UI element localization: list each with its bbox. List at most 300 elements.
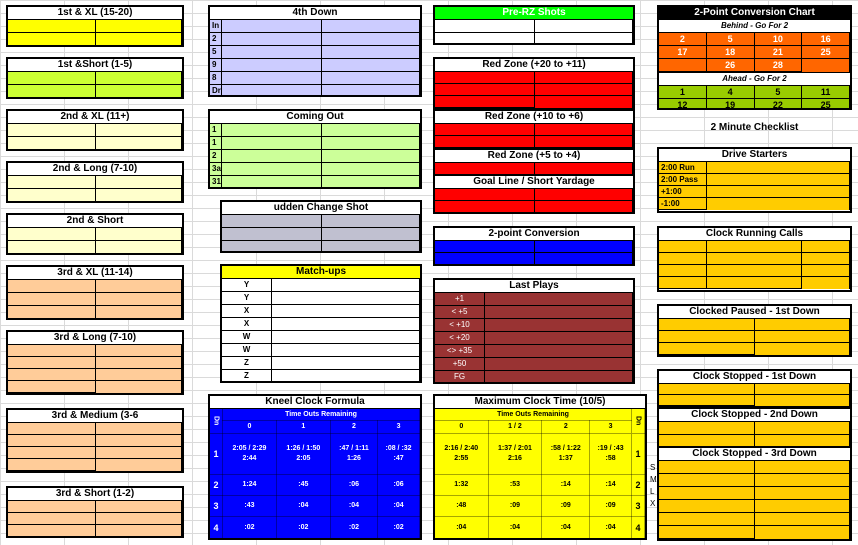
- clock-block-clocked-paused-1st-down-title: Clocked Paused - 1st Down: [659, 306, 850, 319]
- red-zone-block-1-title: Red Zone (+20 to +11): [435, 59, 633, 72]
- call-block-1st-short-1-5-cells: [8, 72, 182, 98]
- ahead-value: 22: [755, 99, 803, 110]
- call-cell[interactable]: [659, 474, 755, 487]
- clock-block-clock-stopped-3rd-down: [657, 446, 852, 541]
- call-cell[interactable]: [707, 162, 850, 174]
- time-outs-remaining-label: Time Outs Remaining: [223, 409, 420, 420]
- call-cell[interactable]: [435, 84, 535, 96]
- call-cell[interactable]: [659, 513, 755, 526]
- call-cell[interactable]: [322, 46, 420, 59]
- sudden-change-block-cells: [222, 215, 420, 253]
- clock-time-cell: 1:32: [435, 474, 488, 495]
- call-cell[interactable]: [707, 241, 802, 253]
- call-cell[interactable]: [659, 461, 755, 474]
- clock-block-clock-stopped-1st-down: [657, 369, 852, 408]
- call-cell[interactable]: [659, 422, 755, 435]
- row-label: +1: [435, 293, 485, 306]
- call-cell[interactable]: [8, 435, 96, 447]
- call-cell[interactable]: [659, 265, 707, 277]
- clock-time-cell: :58 / 1:22 1:37: [542, 433, 590, 474]
- call-cell[interactable]: [222, 215, 322, 228]
- behind-value: 26: [707, 59, 755, 72]
- call-cell[interactable]: [8, 447, 96, 459]
- call-cell[interactable]: [707, 265, 802, 277]
- call-cell[interactable]: [322, 215, 420, 228]
- call-cell[interactable]: [8, 228, 96, 241]
- drive-starters-block: [657, 147, 852, 213]
- call-cell[interactable]: [707, 198, 850, 210]
- call-cell[interactable]: [755, 487, 850, 500]
- call-cell[interactable]: [96, 293, 182, 306]
- call-block-1st-xl-15-20-cells: [8, 20, 182, 46]
- call-cell[interactable]: [485, 371, 633, 384]
- clock-time-cell: 1:37 / 2:01 2:16: [488, 433, 542, 474]
- call-cell[interactable]: [96, 33, 182, 46]
- pre-rz-shots-block: [433, 5, 635, 45]
- clock-time-cell: :48: [435, 496, 488, 517]
- call-cell[interactable]: [485, 319, 633, 332]
- call-cell[interactable]: [8, 137, 96, 150]
- clock-time-cell: :06: [378, 474, 420, 495]
- call-block-3rd-medium-3-6-title: 3rd & Medium (3-6: [8, 410, 182, 423]
- call-cell[interactable]: [755, 422, 850, 435]
- sudden-change-block-title: udden Change Shot: [222, 202, 420, 215]
- row-label: <> +35: [435, 345, 485, 358]
- call-block-2nd-short-title: 2nd & Short: [8, 215, 182, 228]
- row-label: 2: [210, 150, 222, 163]
- call-cell[interactable]: [435, 20, 535, 33]
- call-block-3rd-medium-3-6-cells: [8, 423, 182, 471]
- call-cell[interactable]: [96, 513, 182, 525]
- red-zone-block-3: [433, 148, 635, 176]
- call-cell[interactable]: [8, 280, 96, 293]
- row-label: Z: [222, 370, 272, 383]
- call-cell[interactable]: [755, 343, 850, 355]
- call-cell[interactable]: [707, 277, 802, 289]
- ahead-value: 11: [802, 86, 850, 99]
- ahead-value: 4: [707, 86, 755, 99]
- row-label: Y: [222, 292, 272, 305]
- call-cell[interactable]: [435, 189, 535, 201]
- call-cell[interactable]: [272, 370, 420, 383]
- call-cell[interactable]: [535, 253, 633, 265]
- call-cell[interactable]: [272, 305, 420, 318]
- red-zone-block-4: [433, 174, 635, 214]
- call-cell[interactable]: [272, 279, 420, 292]
- call-cell[interactable]: [535, 20, 633, 33]
- call-cell[interactable]: [96, 345, 182, 357]
- call-cell[interactable]: [8, 381, 96, 393]
- time-outs-column: 3: [378, 420, 420, 433]
- ahead-values: [659, 86, 850, 110]
- time-outs-remaining-label: Time Outs Remaining: [435, 409, 632, 420]
- call-cell[interactable]: [8, 189, 96, 202]
- clock-time-cell: 1:26 / 1:50 2:05: [276, 433, 330, 474]
- kneel-block: [208, 394, 422, 540]
- call-cell[interactable]: [96, 20, 182, 33]
- row-label: W: [222, 344, 272, 357]
- row-label: -1:00: [659, 198, 707, 210]
- call-cell[interactable]: [659, 384, 755, 395]
- call-cell[interactable]: [755, 513, 850, 526]
- call-cell[interactable]: [485, 306, 633, 319]
- call-cell[interactable]: [96, 525, 182, 537]
- call-cell[interactable]: [96, 447, 182, 459]
- call-cell[interactable]: [96, 280, 182, 293]
- last-plays-block-cells: [435, 293, 633, 384]
- call-cell[interactable]: [8, 357, 96, 369]
- call-cell[interactable]: [802, 265, 850, 277]
- call-cell[interactable]: [535, 189, 633, 201]
- call-cell[interactable]: [8, 345, 96, 357]
- clock-time-cell: :09: [590, 496, 632, 517]
- call-cell[interactable]: [535, 72, 633, 84]
- kneel-title: Kneel Clock Formula: [210, 396, 420, 409]
- call-cell[interactable]: [8, 241, 96, 254]
- two-point-conversion-chart: [657, 5, 852, 110]
- last-plays-block: [433, 278, 635, 384]
- down-number: 2: [632, 474, 645, 495]
- call-cell[interactable]: [659, 526, 755, 539]
- behind-value: 18: [707, 46, 755, 59]
- drive-starters-block-cells: [659, 162, 850, 210]
- clock-time-cell: :47 / 1:11 1:26: [330, 433, 377, 474]
- red-zone-block-1-cells: [435, 72, 633, 108]
- call-cell[interactable]: [222, 72, 322, 85]
- call-cell[interactable]: [535, 124, 633, 136]
- ahead-value: 19: [707, 99, 755, 110]
- maxclock-table: [435, 409, 645, 539]
- call-cell[interactable]: [8, 293, 96, 306]
- call-cell[interactable]: [96, 369, 182, 381]
- clock-time-cell: :02: [378, 517, 420, 539]
- clock-time-cell: :02: [330, 517, 377, 539]
- down-label: Dn: [632, 409, 645, 433]
- side-letter: X: [650, 499, 656, 508]
- clock-time-cell: :14: [542, 474, 590, 495]
- call-cell[interactable]: [8, 459, 96, 471]
- call-cell[interactable]: [96, 124, 182, 137]
- call-cell[interactable]: [8, 33, 96, 46]
- drive-starters-block-title: Drive Starters: [659, 149, 850, 162]
- call-cell[interactable]: [272, 292, 420, 305]
- call-cell[interactable]: [755, 461, 850, 474]
- call-cell[interactable]: [485, 345, 633, 358]
- call-cell[interactable]: [96, 357, 182, 369]
- call-cell[interactable]: [96, 176, 182, 189]
- down-number: 2: [210, 474, 223, 495]
- matchups-block-cells: [222, 279, 420, 383]
- call-cell[interactable]: [96, 228, 182, 241]
- call-cell[interactable]: [802, 253, 850, 265]
- row-label: FG: [435, 371, 485, 384]
- clock-time-cell: :19 / :43 :58: [590, 433, 632, 474]
- call-cell[interactable]: [659, 277, 707, 289]
- call-cell[interactable]: [322, 72, 420, 85]
- call-cell[interactable]: [96, 85, 182, 98]
- behind-values: [659, 33, 850, 72]
- call-cell[interactable]: [707, 174, 850, 186]
- call-cell[interactable]: [322, 176, 420, 189]
- call-cell[interactable]: [435, 201, 535, 213]
- clock-time-cell: :08 / :32 :47: [378, 433, 420, 474]
- down-number: 4: [210, 517, 223, 539]
- call-cell[interactable]: [755, 395, 850, 406]
- call-cell[interactable]: [272, 318, 420, 331]
- call-cell[interactable]: [322, 137, 420, 150]
- call-cell[interactable]: [322, 124, 420, 137]
- clock-block-clock-stopped-1st-down-cells: [659, 384, 850, 406]
- clock-time-cell: :53: [488, 474, 542, 495]
- call-cell[interactable]: [96, 189, 182, 202]
- clock-block-clock-running-calls: [657, 226, 852, 292]
- call-cell[interactable]: [222, 33, 322, 46]
- call-cell[interactable]: [96, 459, 182, 471]
- clock-time-cell: :09: [488, 496, 542, 517]
- call-block-3rd-xl-11-14: [6, 265, 184, 320]
- call-cell[interactable]: [8, 176, 96, 189]
- call-cell[interactable]: [272, 357, 420, 370]
- sudden-change-block: [220, 200, 422, 253]
- call-cell[interactable]: [222, 124, 322, 137]
- call-cell[interactable]: [535, 84, 633, 96]
- clock-time-cell: :04: [488, 517, 542, 539]
- clock-block-clock-stopped-1st-down-title: Clock Stopped - 1st Down: [659, 371, 850, 384]
- call-cell[interactable]: [96, 137, 182, 150]
- call-cell[interactable]: [659, 487, 755, 500]
- call-cell[interactable]: [659, 331, 755, 343]
- ahead-label: Ahead - Go For 2: [659, 72, 850, 86]
- call-cell[interactable]: [755, 319, 850, 331]
- call-cell[interactable]: [659, 343, 755, 355]
- call-cell[interactable]: [322, 33, 420, 46]
- call-cell[interactable]: [755, 331, 850, 343]
- call-cell[interactable]: [485, 332, 633, 345]
- call-cell[interactable]: [435, 124, 535, 136]
- call-cell[interactable]: [222, 163, 322, 176]
- call-cell[interactable]: [659, 395, 755, 406]
- call-cell[interactable]: [802, 277, 850, 289]
- clock-time-cell: :04: [542, 517, 590, 539]
- call-cell[interactable]: [659, 253, 707, 265]
- side-letter: L: [650, 487, 655, 496]
- call-cell[interactable]: [322, 59, 420, 72]
- call-cell[interactable]: [222, 46, 322, 59]
- clock-time-cell: :14: [590, 474, 632, 495]
- red-zone-block-4-cells: [435, 189, 633, 213]
- clock-block-clock-stopped-2nd-down: [657, 407, 852, 449]
- call-cell[interactable]: [755, 474, 850, 487]
- call-cell[interactable]: [435, 96, 535, 108]
- call-cell[interactable]: [8, 85, 96, 98]
- fourth-down-block: [208, 5, 422, 97]
- call-cell[interactable]: [8, 124, 96, 137]
- row-label: X: [222, 305, 272, 318]
- call-cell[interactable]: [435, 72, 535, 84]
- call-block-3rd-xl-11-14-title: 3rd & XL (11-14): [8, 267, 182, 280]
- call-cell[interactable]: [96, 435, 182, 447]
- row-label: 3a: [210, 163, 222, 176]
- clock-time-cell: 2:05 / 2:29 2:44: [223, 433, 277, 474]
- call-cell[interactable]: [8, 525, 96, 537]
- two-minute-checklist-title: 2 Minute Checklist: [710, 122, 799, 133]
- call-cell[interactable]: [8, 369, 96, 381]
- call-cell[interactable]: [96, 241, 182, 254]
- call-cell[interactable]: [535, 136, 633, 148]
- behind-value: 5: [707, 33, 755, 46]
- call-cell[interactable]: [96, 501, 182, 513]
- call-cell[interactable]: [222, 241, 322, 253]
- side-letter: S: [650, 463, 656, 472]
- call-cell[interactable]: [485, 358, 633, 371]
- behind-value: 21: [755, 46, 803, 59]
- call-cell[interactable]: [707, 186, 850, 198]
- call-cell[interactable]: [659, 241, 707, 253]
- clock-block-clock-running-calls-cells: [659, 241, 850, 289]
- time-outs-column: 0: [223, 420, 277, 433]
- row-label: < +20: [435, 332, 485, 345]
- call-block-3rd-short-1-2-title: 3rd & Short (1-2): [8, 488, 182, 501]
- call-cell[interactable]: [435, 241, 535, 253]
- call-cell[interactable]: [435, 253, 535, 265]
- call-cell[interactable]: [755, 526, 850, 539]
- clock-block-clock-stopped-3rd-down-title: Clock Stopped - 3rd Down: [659, 448, 850, 461]
- behind-value: 17: [659, 46, 707, 59]
- row-label: < +5: [435, 306, 485, 319]
- clock-block-clock-stopped-3rd-down-cells: [659, 461, 850, 539]
- call-cell[interactable]: [535, 201, 633, 213]
- call-cell[interactable]: [707, 253, 802, 265]
- clock-time-cell: :04: [378, 496, 420, 517]
- call-block-2nd-long-7-10-title: 2nd & Long (7-10): [8, 163, 182, 176]
- call-cell[interactable]: [222, 228, 322, 241]
- fourth-down-block-cells: [210, 20, 420, 97]
- call-cell[interactable]: [8, 513, 96, 525]
- kneel-table: [210, 409, 420, 539]
- call-cell[interactable]: [8, 423, 96, 435]
- row-label: 1: [210, 137, 222, 150]
- time-outs-column: 1: [276, 420, 330, 433]
- clock-time-cell: :04: [435, 517, 488, 539]
- clock-block-clock-running-calls-title: Clock Running Calls: [659, 228, 850, 241]
- call-cell[interactable]: [535, 241, 633, 253]
- call-cell[interactable]: [272, 344, 420, 357]
- red-zone-block-2: [433, 109, 635, 149]
- down-number: 4: [632, 517, 645, 539]
- coming-out-block-title: Coming Out: [210, 111, 420, 124]
- time-outs-column: 1 / 2: [488, 420, 542, 433]
- call-cell[interactable]: [802, 241, 850, 253]
- call-cell[interactable]: [322, 150, 420, 163]
- call-cell[interactable]: [96, 306, 182, 319]
- call-cell[interactable]: [96, 381, 182, 393]
- call-cell[interactable]: [659, 319, 755, 331]
- row-label: 8: [210, 72, 222, 85]
- call-cell[interactable]: [322, 85, 420, 97]
- clock-time-cell: :04: [590, 517, 632, 539]
- call-cell[interactable]: [222, 176, 322, 189]
- pre-rz-shots-block-title: Pre-RZ Shots: [435, 7, 633, 20]
- call-cell[interactable]: [272, 331, 420, 344]
- call-block-3rd-short-1-2-cells: [8, 501, 182, 537]
- behind-value: 28: [755, 59, 803, 72]
- call-cell[interactable]: [435, 136, 535, 148]
- ahead-value: 25: [802, 99, 850, 110]
- matchups-block: [220, 264, 422, 383]
- call-cell[interactable]: [96, 423, 182, 435]
- call-cell[interactable]: [222, 20, 322, 33]
- clock-time-cell: :45: [276, 474, 330, 495]
- behind-value: 25: [802, 46, 850, 59]
- call-cell[interactable]: [659, 500, 755, 513]
- row-label: W: [222, 331, 272, 344]
- call-cell[interactable]: [485, 293, 633, 306]
- row-label: Y: [222, 279, 272, 292]
- behind-value: 2: [659, 33, 707, 46]
- red-zone-block-2-cells: [435, 124, 633, 148]
- row-label: 2: [210, 33, 222, 46]
- call-cell[interactable]: [96, 72, 182, 85]
- call-cell[interactable]: [8, 501, 96, 513]
- call-cell[interactable]: [322, 241, 420, 253]
- call-cell[interactable]: [322, 163, 420, 176]
- clock-time-cell: 1:24: [223, 474, 277, 495]
- call-cell[interactable]: [535, 33, 633, 45]
- row-label: +1:00: [659, 186, 707, 198]
- red-zone-block-2-title: Red Zone (+10 to +6): [435, 111, 633, 124]
- call-cell[interactable]: [222, 150, 322, 163]
- call-cell[interactable]: [8, 306, 96, 319]
- call-cell[interactable]: [322, 20, 420, 33]
- call-cell[interactable]: [222, 137, 322, 150]
- pre-rz-shots-block-cells: [435, 20, 633, 45]
- call-block-2nd-xl-11-cells: [8, 124, 182, 150]
- call-cell[interactable]: [8, 72, 96, 85]
- call-cell[interactable]: [222, 59, 322, 72]
- call-block-3rd-long-7-10-title: 3rd & Long (7-10): [8, 332, 182, 345]
- call-block-3rd-medium-3-6: [6, 408, 184, 473]
- call-cell[interactable]: [535, 96, 633, 108]
- call-block-3rd-xl-11-14-cells: [8, 280, 182, 319]
- call-cell[interactable]: [435, 33, 535, 45]
- call-cell[interactable]: [322, 228, 420, 241]
- row-label: < +10: [435, 319, 485, 332]
- clock-time-cell: :02: [223, 517, 277, 539]
- row-label: 9: [210, 59, 222, 72]
- side-letter: M: [650, 475, 657, 484]
- behind-value: 10: [755, 33, 803, 46]
- coming-out-block: [208, 109, 422, 189]
- red-zone-block-3-title: Red Zone (+5 to +4): [435, 150, 633, 163]
- red-zone-block-1: [433, 57, 635, 110]
- call-cell[interactable]: [755, 500, 850, 513]
- call-cell[interactable]: [8, 20, 96, 33]
- time-outs-column: 2: [542, 420, 590, 433]
- call-block-2nd-short: [6, 213, 184, 255]
- row-label: 1: [210, 124, 222, 137]
- call-cell[interactable]: [222, 85, 322, 97]
- fourth-down-block-title: 4th Down: [210, 7, 420, 20]
- call-block-1st-xl-15-20-title: 1st & XL (15-20): [8, 7, 182, 20]
- two-point-conversion-block: [433, 226, 635, 266]
- call-cell[interactable]: [755, 384, 850, 395]
- clock-block-clocked-paused-1st-down: [657, 304, 852, 357]
- last-plays-block-title: Last Plays: [435, 280, 633, 293]
- call-block-2nd-short-cells: [8, 228, 182, 254]
- call-block-2nd-long-7-10: [6, 161, 184, 203]
- call-block-2nd-xl-11-title: 2nd & XL (11+): [8, 111, 182, 124]
- behind-label: Behind - Go For 2: [659, 20, 850, 33]
